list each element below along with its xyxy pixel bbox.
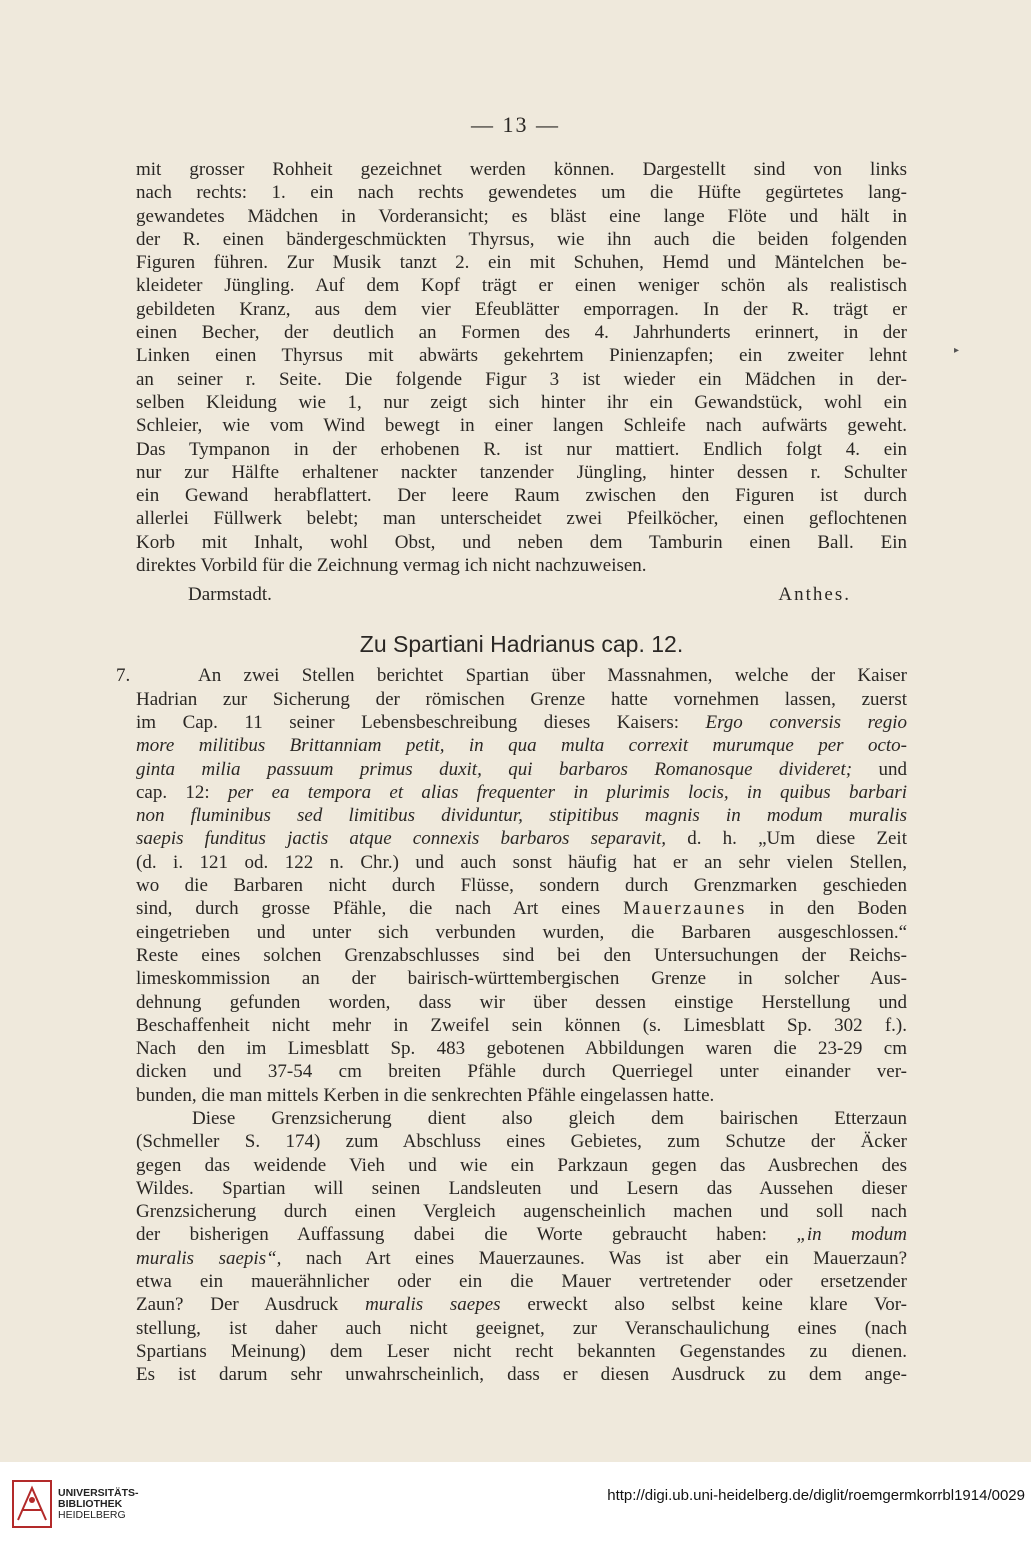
text-line: Das Tympanon in der erhobenen R. ist nur mattiert. Endlich folgt 4. ein (136, 438, 907, 460)
signature-place: Darmstadt. (188, 584, 272, 606)
text-line: Reste eines solchen Grenzabschlusses sind bei den Untersuchungen der Reichs- (136, 944, 907, 966)
text-line: cap. 12: per ea tempora et alias frequenter in plurimis locis, in quibus barbari (136, 781, 908, 803)
text-line: gewandetes Mädchen in Vorderansicht; es bläst eine lange Flöte und hält in (136, 205, 907, 227)
text-line: der R. einen bändergeschmückten Thyrsus, wie ihn auch die beiden folgenden (136, 228, 907, 250)
text-line: direktes Vorbild für die Zeichnung vermag ich nicht nachzuweisen. (136, 555, 647, 577)
text-line: Linken einen Thyrsus mit abwärts gekehrtem Pinienzapfen; ein zweiter lehnt (136, 345, 907, 367)
text-line: (d. i. 121 od. 122 n. Chr.) und auch sonst häufig hat er an sehr vielen Stellen, (136, 851, 907, 873)
text-line: selben Kleidung wie 1, nur zeigt sich hinter ihr ein Gewandstück, wohl ein (136, 391, 907, 413)
text-line: non fluminibus sed limitibus dividuntur, stipitibus magnis in modum muralis (136, 805, 907, 827)
text-line: Spartians Meinung) dem Leser nicht recht bekannten Gegenstandes zu dienen. (136, 1340, 907, 1362)
paragraph-spartian-2 (136, 1107, 907, 1387)
library-logo-text: UNIVERSITÄTS- BIBLIOTHEK HEIDELBERG (58, 1487, 139, 1521)
text-line: gebildeten Kranz, aus dem vier Efeublätter emporragen. In der R. trägt er (136, 298, 907, 320)
article-number: 7. (116, 665, 131, 687)
margin-mark: ▸ (954, 345, 960, 356)
article-heading: Zu Spartiani Hadrianus cap. 12. (359, 631, 684, 658)
text-line: 7. An zwei Stellen berichtet Spartian über Massnahmen, welche der Kaiser (116, 665, 907, 687)
text-line: dehnung gefunden worden, dass wir über dessen einstige Herstellung und (136, 991, 907, 1013)
signature-author: Anthes. (778, 584, 851, 606)
text-line: nach rechts: 1. ein nach rechts gewendetes um die Hüfte gegürtetes lang- (136, 182, 907, 204)
text-line: der bisherigen Auffassung dabei die Worte gebraucht haben: „in modum (136, 1224, 908, 1246)
text-line: Diese Grenzsicherung dient also gleich dem bairischen Etterzaun (192, 1107, 907, 1129)
signature-line (136, 580, 907, 610)
text-line: sind, durch grosse Pfähle, die nach Art eines Mauerzaunes in den Boden (136, 898, 907, 920)
text-column (116, 158, 908, 1387)
text-line: nur zur Hälfte erhaltener nackter tanzender Jüngling, hinter dessen r. Schulter (136, 461, 907, 483)
text-line: Grenzsicherung durch einen Vergleich augenscheinlich machen und soll nach (136, 1201, 907, 1223)
text-line: eingetrieben und unter sich verbunden wurden, die Barbaren ausgeschlossen.“ (136, 921, 907, 943)
text-line: (Schmeller S. 174) zum Abschluss eines Gebietes, zum Schutze der Äcker (136, 1131, 907, 1153)
text-line: Nach den im Limesblatt Sp. 483 gebotenen Abbildungen waren die 23-29 cm (136, 1038, 907, 1060)
text-line: kleideter Jüngling. Auf dem Kopf trägt er einen weniger schön als realistisch (136, 275, 907, 297)
text-line: bunden, die man mittels Kerben in die senkrechten Pfähle eingelassen hatte. (136, 1084, 715, 1106)
text-line: etwa ein mauerähnlicher oder ein die Mauer vertretender oder ersetzender (136, 1271, 907, 1293)
text-line: im Cap. 11 seiner Lebensbeschreibung dieses Kaisers: Ergo conversis regio (136, 711, 907, 733)
text-line: saepis funditus jactis atque connexis barbaros separavit, d. h. „Um diese Zeit (136, 828, 907, 850)
text-line: Schleier, wie vom Wind bewegt in einer langen Schleife nach aufwärts geweht. (136, 415, 907, 437)
text-line: Zaun? Der Ausdruck muralis saepes erweckt also selbst keine klare Vor- (136, 1294, 907, 1316)
text-line: ein Gewand herabflattert. Der leere Raum zwischen den Figuren ist durch (136, 485, 907, 507)
university-seal-icon (12, 1480, 52, 1528)
text-line: einen Becher, der deutlich an Formen des 4. Jahrhunderts erinnert, in der (136, 322, 907, 344)
text-line: Wildes. Spartian will seinen Landsleuten und Lesern das Aussehen dieser (136, 1177, 907, 1199)
text-line: an seiner r. Seite. Die folgende Figur 3 ist wieder ein Mädchen in der- (136, 368, 907, 390)
text-line: Figuren führen. Zur Musik tanzt 2. ein mit Schuhen, Hemd und Mäntelchen be- (136, 252, 907, 274)
text-line: limeskommission an der bairisch-württembergischen Grenze in solcher Aus- (136, 968, 907, 990)
text-line: gegen das weidende Vieh und wie ein Parkzaun gegen das Ausbrechen des (136, 1154, 907, 1176)
text-line: allerlei Füllwerk belebt; man unterscheidet zwei Pfeilköcher, einen geflochtenen (136, 508, 907, 530)
text-line: dicken und 37-54 cm breiten Pfähle durch Querriegel unter einander ver- (136, 1061, 907, 1083)
text-line: wo die Barbaren nicht durch Flüsse, sondern durch Grenzmarken geschieden (136, 875, 907, 897)
text-line: Korb mit Inhalt, wohl Obst, und neben dem Tamburin einen Ball. Ein (136, 531, 907, 553)
text-line: Hadrian zur Sicherung der römischen Grenze hatte vornehmen lassen, zuerst (136, 688, 907, 710)
text-line: muralis saepis“, nach Art eines Mauerzaunes. Was ist aber ein Mauerzaun? (136, 1247, 908, 1269)
paragraph-anthes (136, 158, 907, 577)
text-line: mit grosser Rohheit gezeichnet werden können. Dargestellt sind von links (136, 159, 907, 180)
text-line: stellung, ist daher auch nicht geeignet, zur Veranschaulichung eines (nach (136, 1317, 907, 1339)
text-line: Es ist darum sehr unwahrscheinlich, dass er diesen Ausdruck zu dem ange- (136, 1364, 907, 1386)
permalink-url[interactable]: http://digi.ub.uni-heidelberg.de/diglit/roemgermkorrbl1914/0029 (607, 1487, 1025, 1504)
text-line: ginta milia passuum primus duxit, qui barbaros Romanosque divideret; und (136, 758, 907, 780)
viewer-footer (0, 1462, 1031, 1548)
page-number: — 13 — (471, 112, 560, 137)
paragraph-spartian-1 (116, 664, 908, 1107)
text-line: Beschaffenheit nicht mehr in Zweifel sein können (s. Limesblatt Sp. 302 f.). (136, 1014, 907, 1036)
text-line: more militibus Brittanniam petit, in qua multa correxit murumque per octo- (136, 735, 907, 757)
